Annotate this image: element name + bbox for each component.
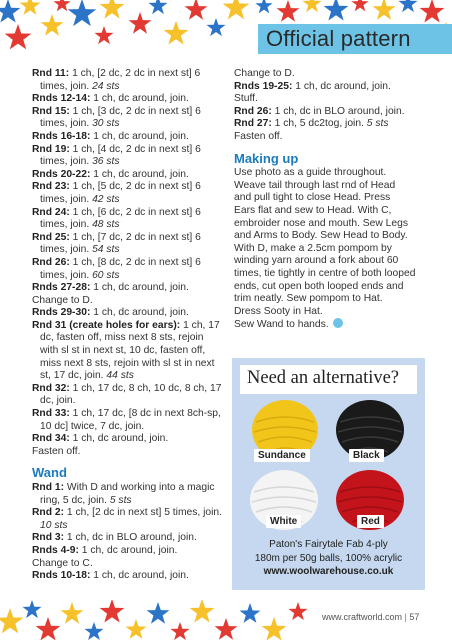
pattern-row xyxy=(32,570,224,583)
pattern-row xyxy=(32,282,224,295)
yarn-spec-line: 180m per 50g balls, 100% acrylic xyxy=(254,552,403,564)
pattern-row xyxy=(32,446,224,459)
pattern-row xyxy=(32,482,224,507)
pattern-row xyxy=(32,181,224,206)
making-up-line: Sew Wand to hands. xyxy=(234,318,424,332)
pattern-row xyxy=(32,408,224,433)
pattern-row xyxy=(32,383,224,408)
pattern-row xyxy=(234,68,424,81)
stitch-count: 42 sts xyxy=(89,193,120,205)
round-instruction: With D and working into a magic ring, 5 dc, join. xyxy=(40,482,215,506)
round-instruction: 1 ch, dc around, join. xyxy=(78,544,178,556)
yarn-label-sundance: Sundance xyxy=(254,449,310,462)
stitch-count: 10 sts xyxy=(40,519,68,531)
round-instruction: 1 ch, [3 dc, 2 dc in next st] 6 times, join. xyxy=(40,105,201,130)
pattern-row xyxy=(32,106,224,131)
round-label: Rnd 27: xyxy=(234,118,272,130)
round-instruction: 1 ch, [5 dc, 2 dc in next st] 6 times, join. xyxy=(40,181,201,205)
pattern-row xyxy=(32,131,224,144)
footer-site xyxy=(322,612,419,622)
round-label: Rnd 2: xyxy=(32,507,65,519)
stitch-count: 36 sts xyxy=(89,156,120,168)
round-instruction: 1 ch, dc in BLO around, join. xyxy=(271,105,405,117)
round-label: Rnd 11: xyxy=(32,68,70,79)
making-up-line: ends, cut open both looped ends and xyxy=(234,280,404,292)
supplier-link[interactable]: www.woolwarehouse.co.uk xyxy=(263,566,394,577)
making-up-heading: Making up xyxy=(234,150,299,166)
making-up-line: Weave tail through last rnd of Head xyxy=(234,179,396,191)
yarn-brand-line: Paton's Fairytale Fab 4-ply xyxy=(269,539,388,550)
round-instruction: Stuff. xyxy=(234,93,258,105)
pattern-row xyxy=(32,433,224,446)
site-url[interactable]: www.craftworld.com xyxy=(322,612,403,622)
making-up-line: Use photo as a guide throughout. xyxy=(234,167,387,179)
round-instruction: 1 ch, dc around, join. xyxy=(90,130,189,142)
round-label: Rnds 20-22: xyxy=(32,168,91,180)
round-label: Rnds 16-18: xyxy=(32,130,91,142)
round-instruction: 1 ch, [2 dc in next st] 5 times, join. xyxy=(64,507,223,519)
stitch-count: 48 sts xyxy=(89,219,120,231)
round-label: Rnd 1: xyxy=(32,482,65,493)
round-instruction: 1 ch, [7 dc, 2 dc in next st] 6 times, join. xyxy=(40,231,201,256)
pattern-row xyxy=(32,232,224,257)
stitch-count: 60 sts xyxy=(89,269,120,281)
round-instruction: Fasten off. xyxy=(234,130,283,142)
making-up-line: embroider nose and mouth. Sew Legs xyxy=(234,217,409,229)
making-up-line: and pull tight to close Head. Press xyxy=(234,192,391,204)
making-up-line: and Arms to Body. Sew Head to Body. xyxy=(234,230,408,242)
round-label: Rnd 25: xyxy=(32,231,70,243)
round-instruction: 1 ch, 17 dc, [8 dc in next 8ch-sp, 10 dc] twice, 7 dc, join. xyxy=(40,408,221,432)
round-instruction: 1 ch, dc around, join. xyxy=(90,168,189,180)
pattern-row xyxy=(32,257,224,282)
stitch-count: 5 sts xyxy=(106,494,132,506)
stitch-count: 5 sts xyxy=(363,118,389,130)
round-label: Rnd 31 (create holes for ears): xyxy=(32,319,181,331)
pattern-row xyxy=(234,118,424,131)
pattern-row xyxy=(234,131,424,144)
round-instruction: Change to D. xyxy=(32,294,93,306)
pattern-row xyxy=(32,93,224,106)
pattern-row xyxy=(32,68,224,93)
pattern-row xyxy=(234,81,424,94)
wand-heading: Wand xyxy=(32,465,67,481)
pattern-row xyxy=(234,106,424,119)
stitch-count: 54 sts xyxy=(89,244,120,256)
stitch-count: 44 sts xyxy=(103,370,134,382)
round-instruction: 1 ch, dc around, join. xyxy=(90,307,189,319)
making-up-line: times, tie tightly in centre of both looped xyxy=(234,267,416,279)
round-instruction: 1 ch, dc around, join. xyxy=(292,80,391,92)
round-instruction: 1 ch, [8 dc, 2 dc in next st] 6 times, join. xyxy=(40,256,201,281)
round-label: Rnd 34: xyxy=(32,433,70,445)
stitch-count: 30 sts xyxy=(89,118,120,130)
pattern-row xyxy=(32,532,224,545)
footer-separator: | xyxy=(404,612,407,622)
round-instruction: Change to D. xyxy=(234,68,295,79)
making-up-line: Ears flat and sew to Head. With C, xyxy=(234,204,392,216)
pattern-row xyxy=(32,320,224,383)
pattern-row xyxy=(32,207,224,232)
round-instruction: 1 ch, dc around, join. xyxy=(90,93,189,105)
pattern-row xyxy=(32,169,224,182)
alternative-title: Need an alternative? xyxy=(247,368,400,388)
round-instruction: 1 ch, [2 dc, 2 dc in next st] 6 times, join. xyxy=(40,68,201,92)
round-instruction: 1 ch, 5 dc2tog, join. xyxy=(271,118,364,130)
pattern-row xyxy=(32,295,224,308)
page-number: 57 xyxy=(409,612,420,622)
pattern-row xyxy=(32,144,224,169)
pattern-row xyxy=(32,545,224,558)
yarn-label-black: Black xyxy=(349,449,384,462)
round-instruction: 1 ch, dc in BLO around, join. xyxy=(64,532,197,544)
yarn-label-red: Red xyxy=(357,515,384,528)
round-label: Rnd 26: xyxy=(32,256,70,268)
round-instruction: 1 ch, 17 dc, 8 ch, 10 dc, 8 ch, 17 dc, join. xyxy=(40,382,222,407)
round-label: Rnd 32: xyxy=(32,382,70,394)
stitch-count: 24 sts xyxy=(89,80,120,92)
left-column xyxy=(32,68,224,583)
right-column xyxy=(234,68,424,332)
round-label: Rnds 29-30: xyxy=(32,307,91,319)
round-instruction: 1 ch, 17 dc, fasten off, miss next 8 sts, rejoin with sl st in next st, 10 dc, fasten off, miss next 8 sts, rejoin with sl st in next st, 17 dc, join. xyxy=(40,319,220,382)
yarn-label-white: White xyxy=(266,515,301,528)
round-instruction: 1 ch, dc around, join. xyxy=(90,282,189,294)
end-mark-icon xyxy=(333,318,343,328)
round-label: Rnds 4-9: xyxy=(32,544,79,556)
pattern-row xyxy=(234,93,424,106)
round-label: Rnds 10-18: xyxy=(32,570,91,582)
round-instruction: 1 ch, dc around, join. xyxy=(69,433,169,445)
round-instruction: 1 ch, [4 dc, 2 dc in next st] 6 times, join. xyxy=(40,143,201,168)
making-up-line: With D, make a 2.5cm pompom by xyxy=(234,242,392,254)
page-title: Official pattern xyxy=(266,26,411,51)
making-up-line: winding yarn around a fork about 60 xyxy=(234,255,399,267)
round-label: Rnd 3: xyxy=(32,532,65,544)
round-label: Rnd 26: xyxy=(234,105,272,117)
round-instruction: Change to C. xyxy=(32,557,93,569)
round-label: Rnd 19: xyxy=(32,143,70,155)
pattern-row xyxy=(32,558,224,571)
pattern-row xyxy=(32,507,224,532)
round-label: Rnds 12-14: xyxy=(32,93,91,105)
round-label: Rnd 23: xyxy=(32,181,70,193)
round-label: Rnds 27-28: xyxy=(32,282,91,294)
round-label: Rnd 33: xyxy=(32,408,70,420)
round-label: Rnd 15: xyxy=(32,105,70,117)
round-label: Rnds 19-25: xyxy=(234,80,293,92)
round-instruction: 1 ch, [6 dc, 2 dc in next st] 6 times, join. xyxy=(40,206,201,231)
pattern-row xyxy=(32,307,224,320)
round-label: Rnd 24: xyxy=(32,206,70,218)
round-instruction: 1 ch, dc around, join. xyxy=(90,570,189,582)
round-instruction: Fasten off. xyxy=(32,445,81,457)
making-up-line: Dress Sooty in Hat. xyxy=(234,305,323,317)
alternative-caption xyxy=(232,538,425,579)
making-up-line: trim neatly. Sew pompom to Hat. xyxy=(234,293,383,305)
